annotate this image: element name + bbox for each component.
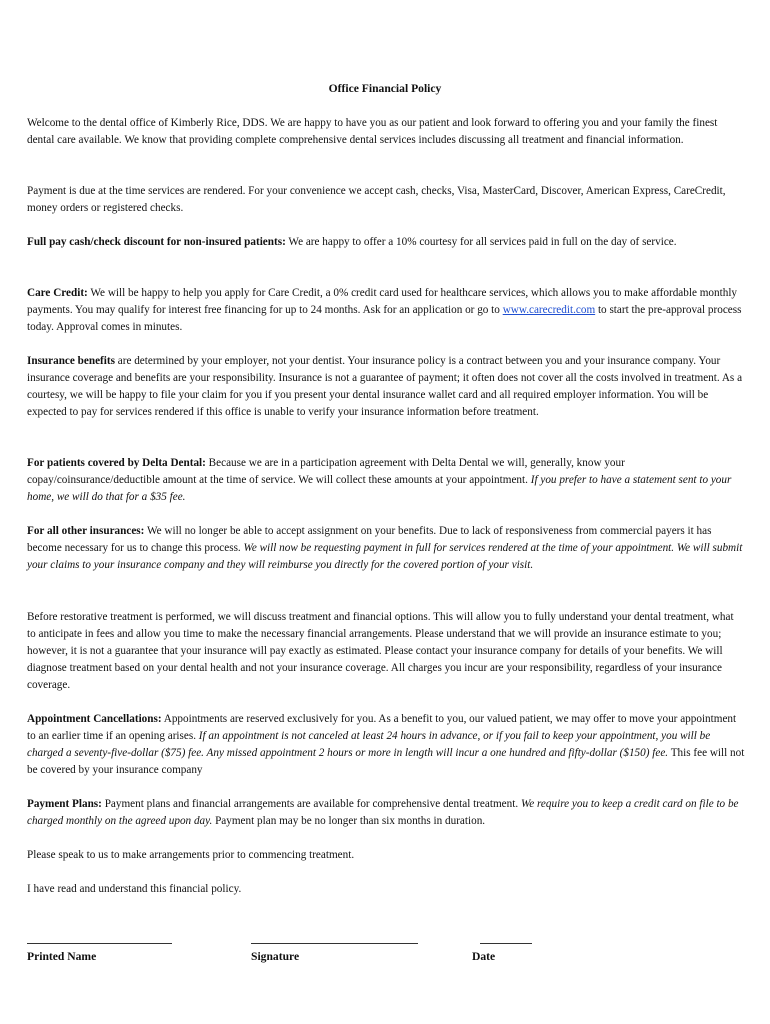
full-pay-text: We are happy to offer a 10% courtesy for all services paid in full on the day of service.: [285, 236, 677, 248]
care-credit-heading: Care Credit:: [27, 287, 88, 299]
printed-name-line[interactable]: [27, 932, 172, 944]
cancellations-paragraph: [27, 711, 745, 779]
payment-plans-paragraph: [27, 796, 745, 830]
payment-plans-heading: Payment Plans:: [27, 798, 102, 810]
cancellations-text: Appointments are reserved exclusively for you. As a benefit to you, our valued patient, we may offer to move your appointment to an earlier time if an opening arises.: [27, 713, 737, 742]
delta-dental-italic: If you prefer to have a statement sent to your home, we will do that for a $35 fee.: [27, 474, 732, 503]
care-credit-text-after: to start the pre-approval process today. Approval comes in minutes.: [27, 304, 742, 333]
restorative-paragraph: Before restorative treatment is performed, we will discuss treatment and financial options. This will allow you to fully understand your dental treatment, what to anticipate in fees and allow you time to make the necessary financial arrangements. Please understand that we will provide an insurance estimate to you; however, it is not a guarantee that your insurance will pay exactly as estimated. Please contact your insurance company for details of your benefits. We will diagnose treatment based on your dental health and not your insurance coverage. All charges you incur are your responsibility, regardless of your insurance coverage.: [27, 611, 734, 691]
payment-due-paragraph: Payment is due at the time services are rendered. For your convenience we accept cash, checks, Visa, MasterCard, Discover, American Express, CareCredit, money orders or registered checks.: [27, 185, 726, 214]
cancellations-text-after: This fee will not be covered by your insurance company: [27, 747, 745, 776]
other-insurances-italic: We will now be requesting payment in full for services rendered at the time of your appointment. We will submit your claims to your insurance company and they will reimburse you directly for the covered portion of your visit.: [27, 542, 743, 571]
insurance-benefits-heading: Insurance benefits: [27, 355, 115, 367]
delta-dental-paragraph: [27, 455, 745, 506]
page-title: Office Financial Policy: [328, 82, 442, 95]
arrangements-paragraph: Please speak to us to make arrangements prior to commencing treatment.: [27, 849, 355, 861]
care-credit-text: We will be happy to help you apply for Care Credit, a 0% credit card used for healthcare services, which allows you to make affordable monthly payments. You may qualify for interest free financing for up to 24 months. Ask for an application or go to: [27, 287, 738, 316]
printed-name-field[interactable]: [27, 932, 172, 965]
printed-name-label: Printed Name: [27, 950, 97, 963]
signature-label: Signature: [251, 950, 300, 963]
delta-dental-text: Because we are in a participation agreement with Delta Dental we will, generally, know your copay/coinsurance/deductible amount at the time of service. We will collect these amounts at your appointment.: [27, 457, 625, 486]
signature-line[interactable]: [251, 932, 418, 944]
date-label: Date: [472, 950, 496, 963]
care-credit-link[interactable]: www.carecredit.com: [502, 304, 596, 316]
insurance-benefits-text: are determined by your employer, not your dentist. Your insurance policy is a contract between you and your insurance company. Your insurance coverage and benefits are your responsibility. Insurance is not a guarantee of payment; it often does not cover all the costs involved in treatment. As a courtesy, we will be happy to file your claim for you if you present your dental insurance wallet card and all required employer information. You will be expected to pay for services rendered if this office is unable to verify your insurance information before treatment.: [27, 355, 743, 418]
care-credit-paragraph: [27, 285, 745, 336]
cancellations-heading: Appointment Cancellations:: [27, 713, 162, 725]
acknowledge-paragraph: I have read and understand this financial policy.: [27, 883, 242, 895]
other-insurances-heading: For all other insurances:: [27, 525, 145, 537]
payment-plans-italic: We require you to keep a credit card on file to be charged monthly on the agreed upon day.: [27, 798, 739, 827]
full-pay-heading: Full pay cash/check discount for non-insured patients:: [27, 236, 286, 248]
other-insurances-paragraph: [27, 523, 745, 574]
payment-plans-text-after: Payment plan may be no longer than six months in duration.: [212, 815, 486, 827]
delta-dental-heading: For patients covered by Delta Dental:: [27, 457, 206, 469]
welcome-paragraph: Welcome to the dental office of Kimberly Rice, DDS. We are happy to have you as our patient and look forward to offering you and your family the finest dental care available. We know that providing complete comprehensive dental services includes discussing all treatment and financial information.: [27, 117, 718, 146]
cancellations-italic: If an appointment is not canceled at least 24 hours in advance, or if you fail to keep your appointment, you will be charged a seventy-five-dollar ($75) fee. Any missed appointment 2 hours or more in length will incur a one hundred and fifty-dollar ($150) fee.: [27, 730, 711, 759]
full-pay-paragraph: [27, 234, 745, 251]
date-field[interactable]: [472, 932, 532, 965]
payment-plans-text: Payment plans and financial arrangements are available for comprehensive dental treatment.: [101, 798, 521, 810]
date-line[interactable]: [480, 932, 532, 944]
signature-field[interactable]: [251, 932, 418, 965]
other-insurances-text: We will no longer be able to accept assignment on your benefits. Due to lack of responsiveness from commercial payers it has become necessary for us to change this process.: [27, 525, 712, 554]
insurance-benefits-paragraph: [27, 353, 745, 421]
